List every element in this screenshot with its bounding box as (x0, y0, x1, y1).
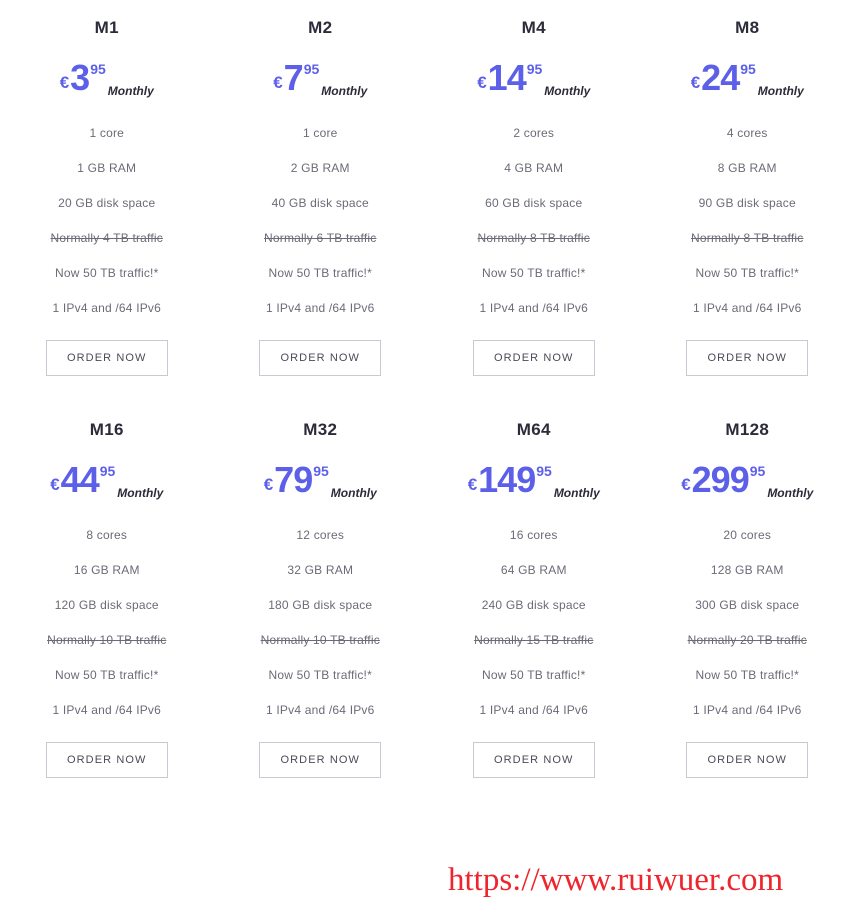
spec-ip: 1 IPv4 and /64 IPv6 (265, 301, 375, 315)
spec-cores: 2 cores (513, 126, 555, 140)
price-amount: 14 (487, 57, 526, 98)
currency-symbol: € (477, 73, 487, 92)
spec-new-traffic: Now 50 TB traffic!* (695, 266, 799, 280)
price-amount: 24 (701, 57, 740, 98)
spec-ram: 16 GB RAM (73, 563, 140, 577)
spec-old-traffic: Normally 10 TB traffic (47, 633, 167, 647)
currency-symbol: € (50, 475, 60, 494)
spec-new-traffic: Now 50 TB traffic!* (268, 266, 372, 280)
plan-title: M64 (516, 420, 551, 439)
spec-cores: 1 core (302, 126, 338, 140)
price-cents: 95 (313, 463, 329, 479)
spec-old-traffic: Normally 6 TB traffic (264, 231, 377, 245)
spec-old-traffic: Normally 8 TB traffic (691, 231, 804, 245)
spec-old-traffic: Normally 8 TB traffic (477, 231, 590, 245)
price-cents: 95 (749, 463, 766, 479)
price-period: Monthly (767, 486, 814, 500)
spec-ip: 1 IPv4 and /64 IPv6 (265, 703, 375, 717)
spec-old-traffic: Normally 15 TB traffic (474, 633, 594, 647)
spec-disk: 60 GB disk space (485, 196, 583, 210)
price-period: Monthly (107, 84, 154, 98)
spec-cores: 4 cores (726, 126, 768, 140)
order-now-button[interactable]: ORDER NOW (686, 340, 808, 376)
spec-new-traffic: Now 50 TB traffic!* (695, 668, 799, 682)
spec-cores: 1 core (89, 126, 125, 140)
currency-symbol: € (681, 475, 691, 494)
order-now-button[interactable]: ORDER NOW (686, 742, 808, 778)
currency-symbol: € (273, 73, 283, 92)
plan-title: M32 (303, 420, 338, 439)
plan-card (427, 402, 641, 804)
currency-symbol: € (263, 475, 274, 494)
spec-cores: 12 cores (296, 528, 345, 542)
spec-ram: 2 GB RAM (290, 161, 350, 175)
plan-card (0, 0, 214, 402)
spec-disk: 20 GB disk space (58, 196, 156, 210)
plan-price (690, 57, 804, 100)
price-cents: 95 (99, 463, 116, 479)
price-cents: 95 (90, 61, 106, 77)
spec-new-traffic: Now 50 TB traffic!* (55, 668, 159, 682)
plan-price (59, 57, 154, 100)
spec-ram: 64 GB RAM (500, 563, 567, 577)
spec-ip: 1 IPv4 and /64 IPv6 (692, 703, 802, 717)
order-now-button[interactable]: ORDER NOW (259, 340, 381, 376)
price-cents: 95 (536, 463, 552, 479)
plan-price (681, 459, 814, 502)
spec-disk: 180 GB disk space (268, 598, 373, 612)
plan-title: M16 (89, 420, 124, 439)
price-amount: 7 (283, 57, 303, 98)
spec-ip: 1 IPv4 and /64 IPv6 (479, 703, 589, 717)
plan-card (214, 402, 428, 804)
price-period: Monthly (330, 486, 377, 500)
price-cents: 95 (526, 61, 543, 77)
spec-ip: 1 IPv4 and /64 IPv6 (52, 703, 162, 717)
plan-card (641, 402, 854, 804)
order-now-button[interactable]: ORDER NOW (46, 742, 168, 778)
price-period: Monthly (321, 84, 368, 98)
price-cents: 95 (303, 61, 320, 77)
order-now-button[interactable]: ORDER NOW (473, 340, 595, 376)
plan-title: M2 (308, 18, 333, 37)
spec-cores: 20 cores (723, 528, 772, 542)
currency-symbol: € (467, 475, 478, 494)
plan-price (477, 57, 591, 100)
spec-ip: 1 IPv4 and /64 IPv6 (692, 301, 802, 315)
price-period: Monthly (544, 84, 591, 98)
spec-ip: 1 IPv4 and /64 IPv6 (479, 301, 589, 315)
spec-new-traffic: Now 50 TB traffic!* (482, 668, 586, 682)
spec-ram: 32 GB RAM (287, 563, 354, 577)
price-amount: 299 (691, 459, 749, 500)
plan-price (273, 57, 368, 100)
spec-disk: 120 GB disk space (54, 598, 159, 612)
spec-ram: 8 GB RAM (717, 161, 777, 175)
plan-card (0, 402, 214, 804)
spec-ram: 4 GB RAM (504, 161, 564, 175)
order-now-button[interactable]: ORDER NOW (46, 340, 168, 376)
spec-disk: 40 GB disk space (271, 196, 369, 210)
plan-title: M8 (735, 18, 760, 37)
plan-title: M1 (94, 18, 119, 37)
spec-ip: 1 IPv4 and /64 IPv6 (52, 301, 162, 315)
price-amount: 3 (70, 57, 90, 98)
plan-price (263, 459, 377, 502)
price-amount: 149 (478, 459, 536, 500)
plan-price (467, 459, 600, 502)
plan-title: M128 (725, 420, 770, 439)
order-now-button[interactable]: ORDER NOW (259, 742, 381, 778)
spec-old-traffic: Normally 20 TB traffic (687, 633, 807, 647)
plan-card (427, 0, 641, 402)
spec-new-traffic: Now 50 TB traffic!* (482, 266, 586, 280)
plan-title: M4 (521, 18, 546, 37)
plan-price (50, 459, 164, 502)
price-amount: 79 (274, 459, 313, 500)
spec-disk: 90 GB disk space (698, 196, 796, 210)
order-now-button[interactable]: ORDER NOW (473, 742, 595, 778)
spec-disk: 300 GB disk space (695, 598, 800, 612)
spec-disk: 240 GB disk space (481, 598, 586, 612)
currency-symbol: € (690, 73, 701, 92)
price-period: Monthly (553, 486, 600, 500)
spec-old-traffic: Normally 10 TB traffic (260, 633, 380, 647)
price-cents: 95 (740, 61, 756, 77)
plan-card (641, 0, 854, 402)
watermark-overlay: https://www.ruiwuer.com (448, 862, 784, 898)
spec-new-traffic: Now 50 TB traffic!* (55, 266, 159, 280)
price-period: Monthly (757, 84, 804, 98)
spec-new-traffic: Now 50 TB traffic!* (268, 668, 372, 682)
price-period: Monthly (117, 486, 164, 500)
price-amount: 44 (60, 459, 99, 500)
plan-card (214, 0, 428, 402)
currency-symbol: € (59, 73, 70, 92)
spec-ram: 1 GB RAM (77, 161, 137, 175)
spec-cores: 8 cores (86, 528, 128, 542)
spec-ram: 128 GB RAM (710, 563, 784, 577)
spec-old-traffic: Normally 4 TB traffic (50, 231, 163, 245)
spec-cores: 16 cores (509, 528, 558, 542)
